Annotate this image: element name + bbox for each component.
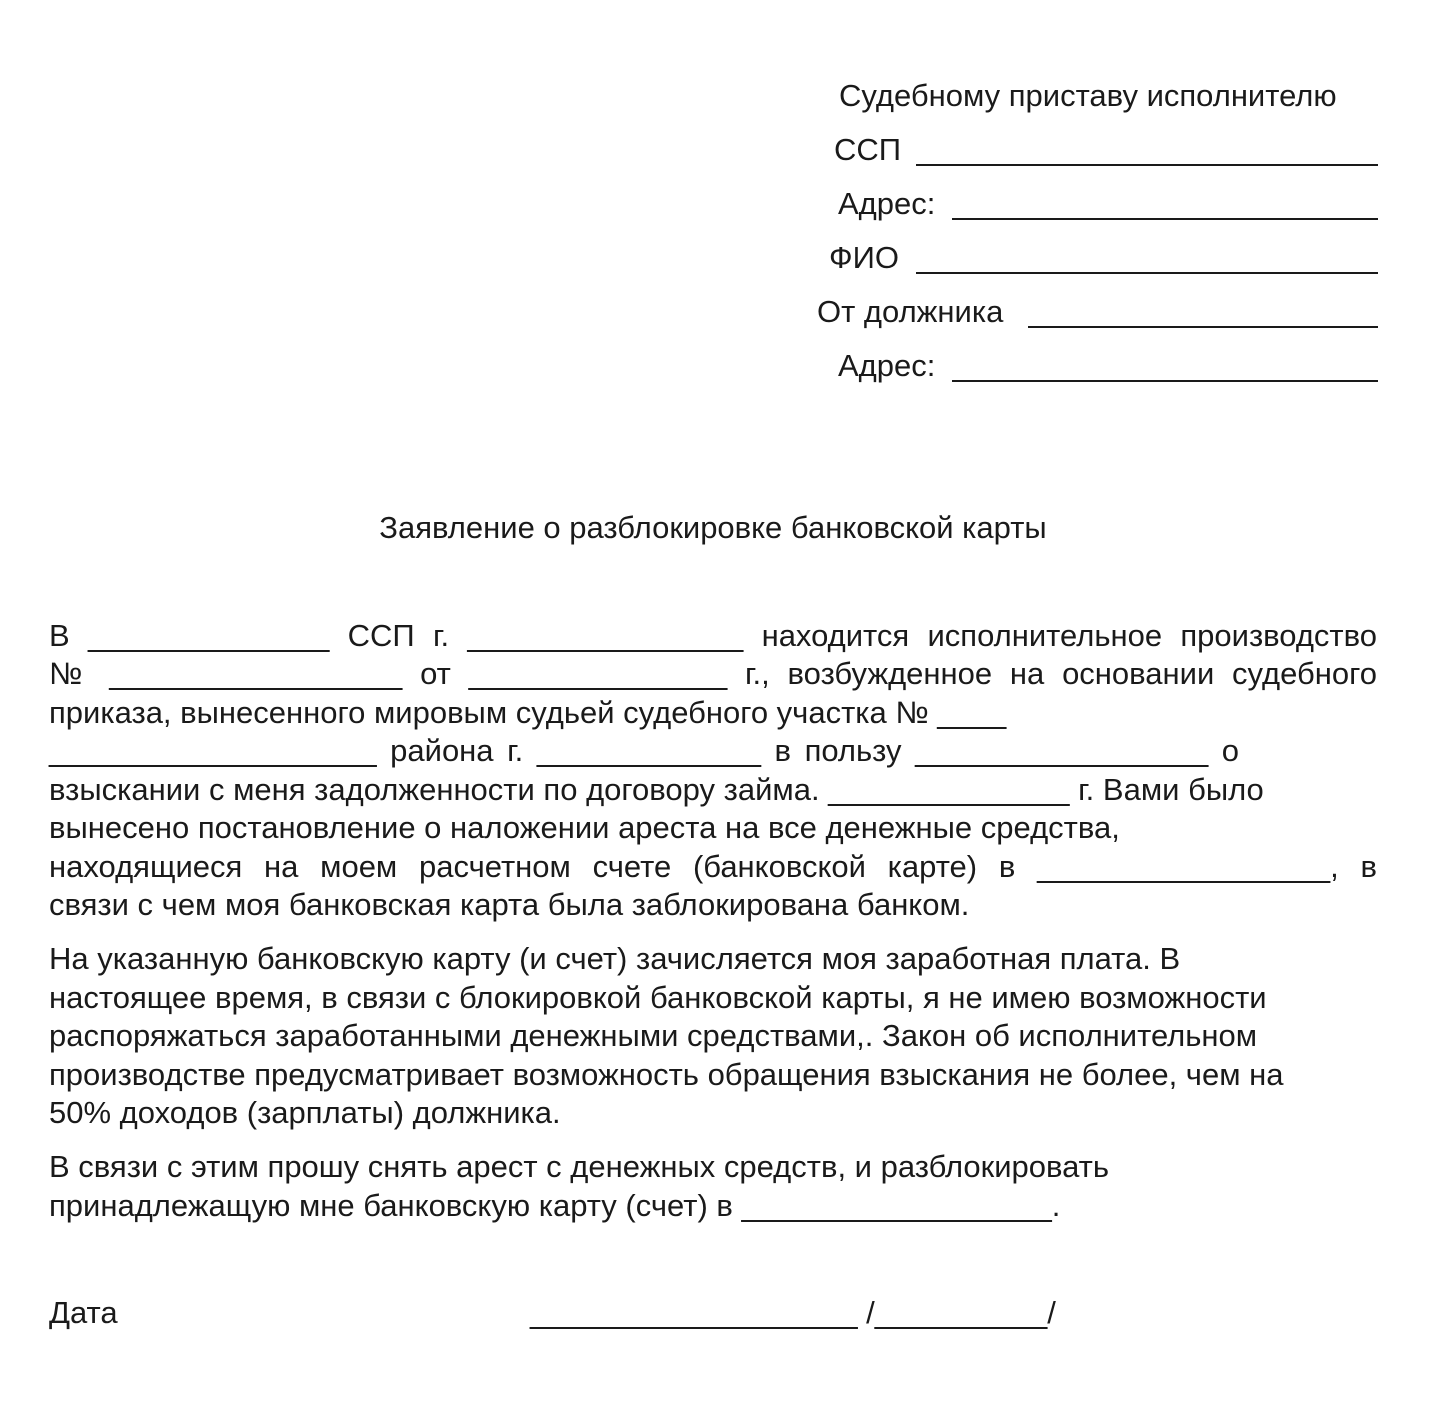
- paragraph1-line: ___________________ района г. _____________ в пользу _________________ о: [49, 733, 1239, 768]
- ssp-label: ССП: [834, 132, 902, 167]
- signature-line: ___________________ /__________/: [530, 1295, 1056, 1330]
- from-debtor-label: От должника: [817, 294, 1004, 329]
- paragraph1-line: связи с чем моя банковская карта была заблокирована банком.: [49, 887, 970, 922]
- paragraph1-line: находящиеся на моем расчетном счете (банковской карте) в _________________, в: [49, 849, 1377, 884]
- date-label: Дата: [49, 1295, 118, 1330]
- paragraph2-line: распоряжаться заработанными денежными средствами,. Закон об исполнительном: [49, 1018, 1258, 1053]
- paragraph3-line: принадлежащую мне банковскую карту (счет) в __________________.: [49, 1188, 1061, 1223]
- address2-blank-line: [952, 380, 1378, 382]
- from-debtor-blank-line: [1028, 326, 1378, 328]
- addressee-line: Судебному приставу исполнителю: [839, 78, 1337, 113]
- fio-label: ФИО: [829, 240, 899, 275]
- address2-label: Адрес:: [838, 348, 936, 383]
- paragraph3-line: В связи с этим прошу снять арест с денежных средств, и разблокировать: [49, 1149, 1110, 1184]
- paragraph2-line: На указанную банковскую карту (и счет) зачисляется моя заработная плата. В: [49, 941, 1181, 976]
- address-blank-line: [952, 218, 1378, 220]
- paragraph1-line: В ______________ ССП г. ________________ находится исполнительное производство: [49, 618, 1377, 653]
- document-title: Заявление о разблокировке банковской карты: [379, 510, 1047, 545]
- paragraph1-line: приказа, вынесенного мировым судьей судебного участка № ____: [49, 695, 1007, 730]
- paragraph2-line: настоящее время, в связи с блокировкой банковской карты, я не имею возможности: [49, 980, 1267, 1015]
- paragraph2-line: 50% доходов (зарплаты) должника.: [49, 1095, 561, 1130]
- ssp-blank-line: [916, 164, 1378, 166]
- paragraph1-line: взыскании с меня задолженности по договору займа. ______________ г. Вами было: [49, 772, 1264, 807]
- fio-blank-line: [916, 272, 1378, 274]
- paragraph1-line: вынесено постановление о наложении ареста на все денежные средства,: [49, 810, 1120, 845]
- paragraph2-line: производстве предусматривает возможность обращения взыскания не более, чем на: [49, 1057, 1284, 1092]
- address-label: Адрес:: [838, 186, 936, 221]
- paragraph1-line: № _________________ от _______________ г., возбужденное на основании судебного: [49, 656, 1377, 691]
